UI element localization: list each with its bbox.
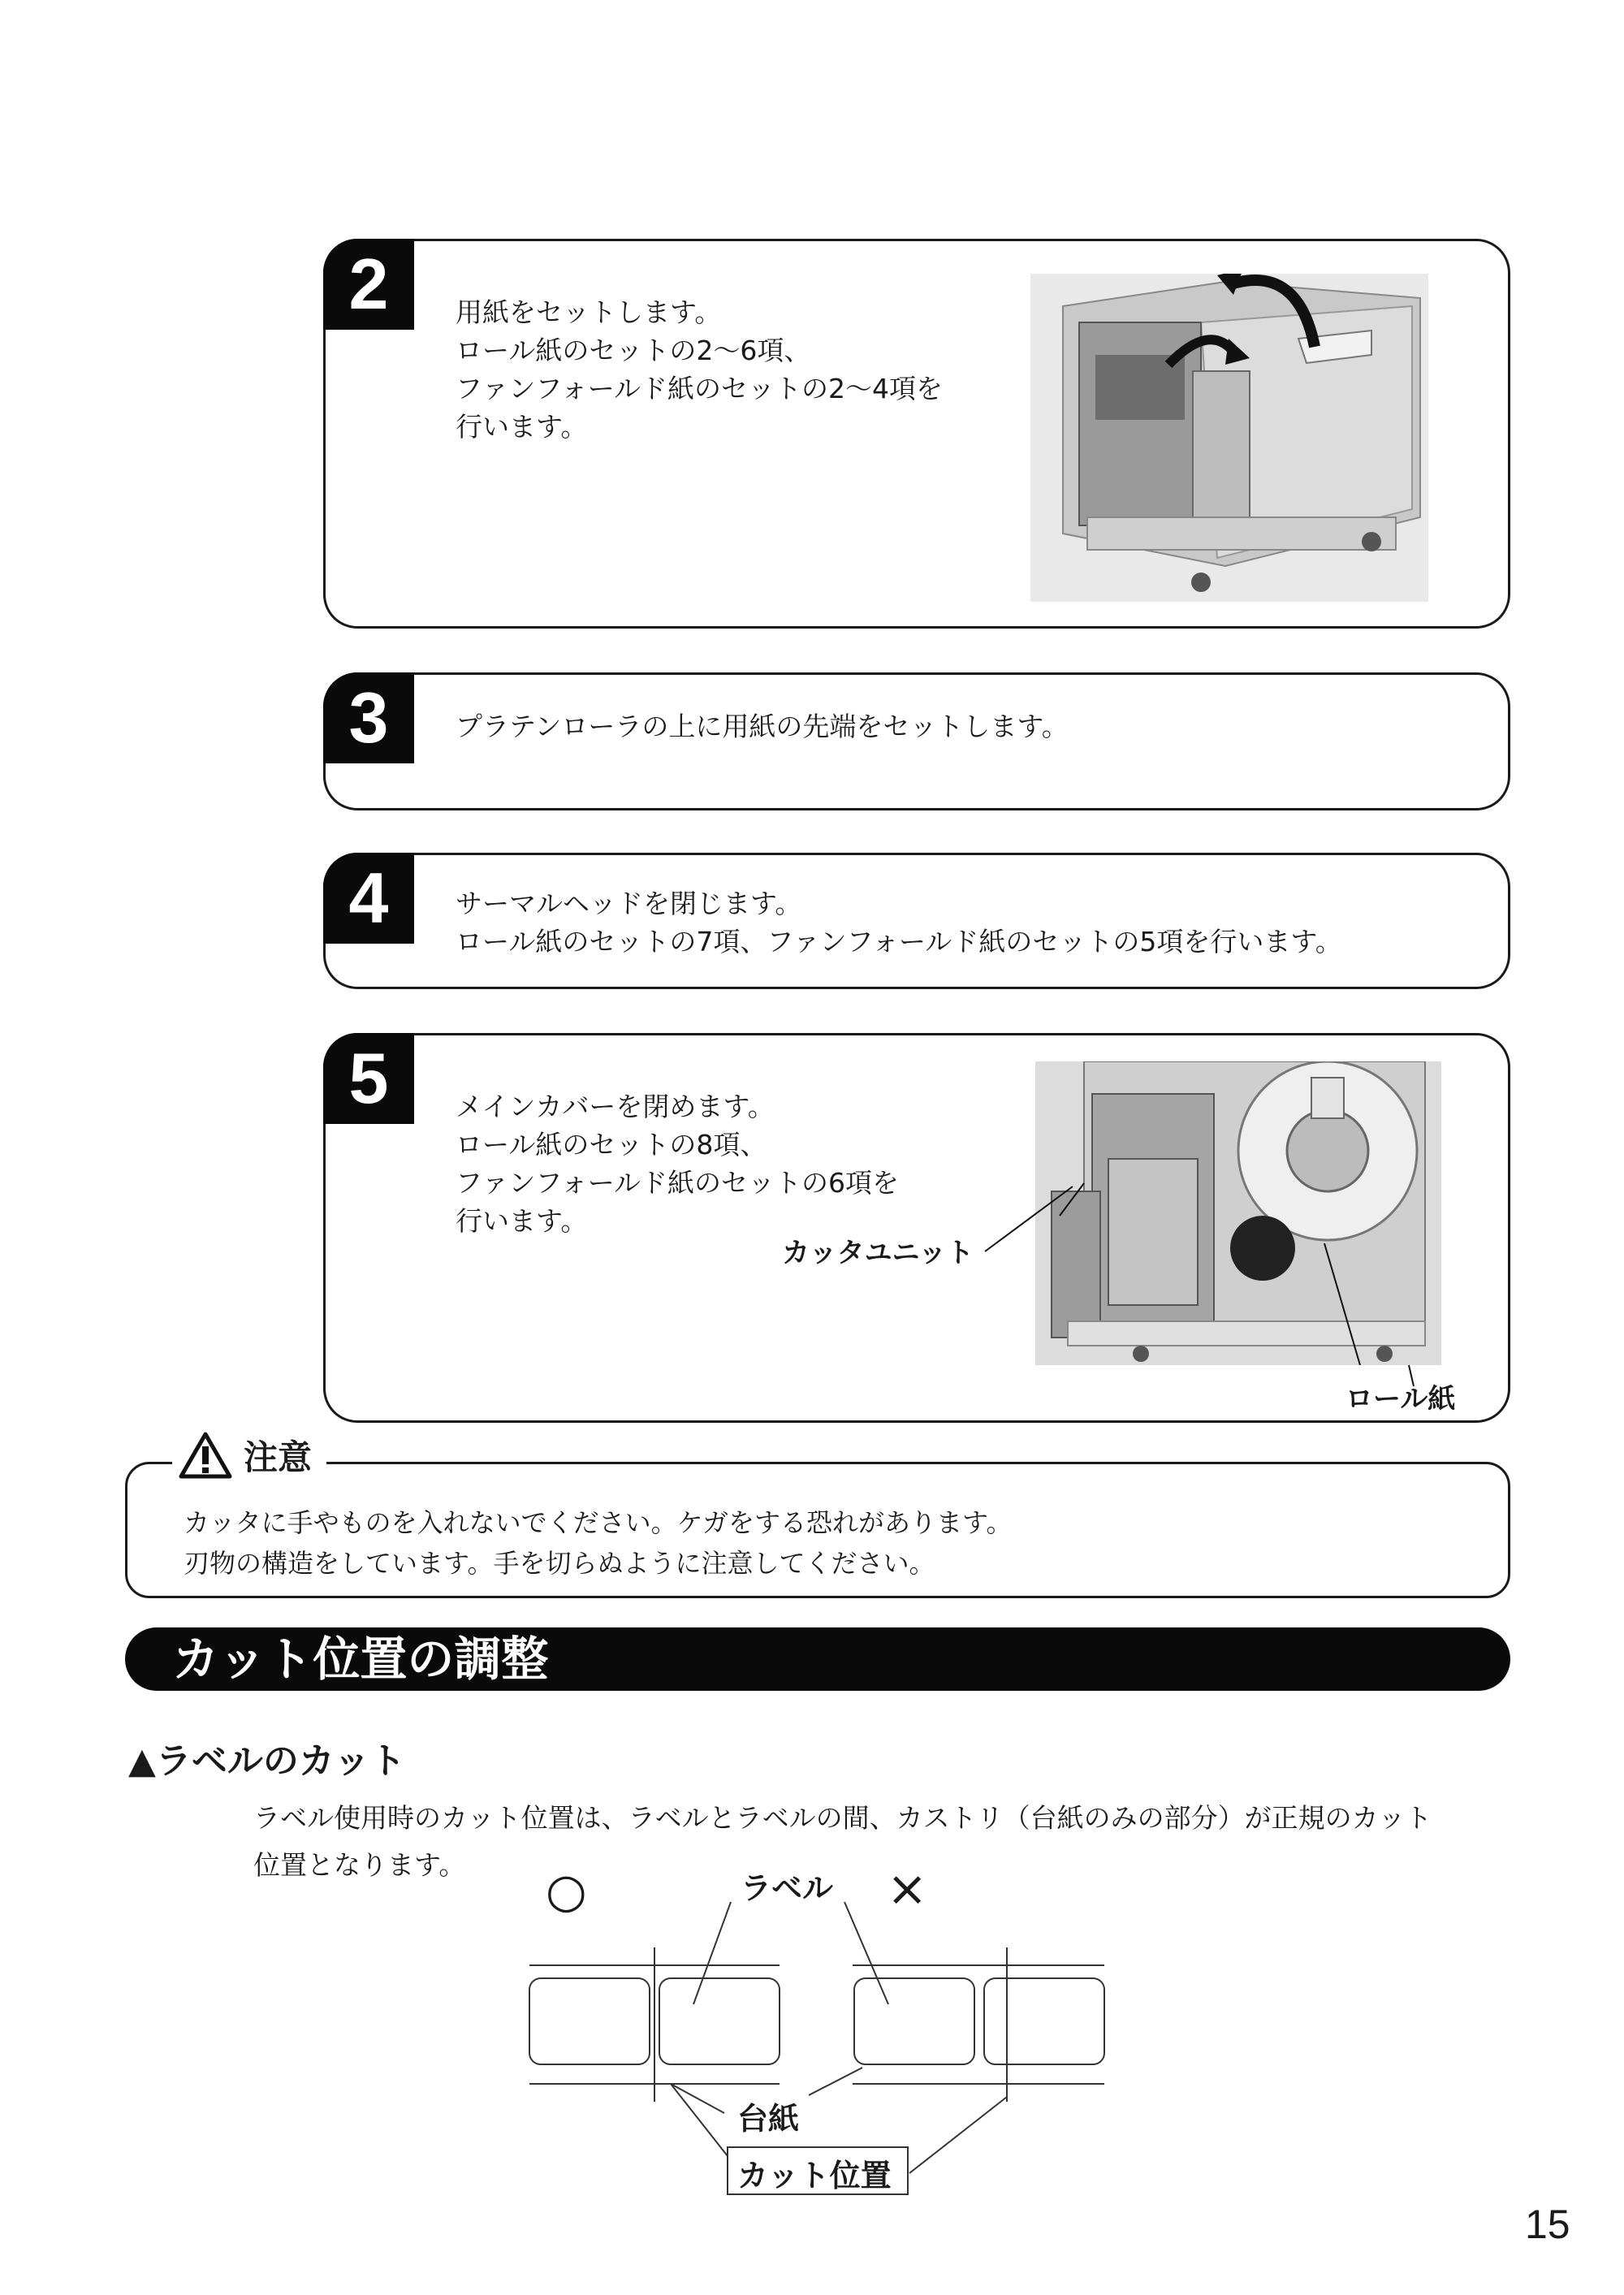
- backing-callout: 台紙: [737, 2101, 800, 2137]
- step-5-line: ロール紙のセットの8項、: [456, 1129, 767, 1160]
- caution-line: 刃物の構造をしています。手を切らぬように注意してください。: [184, 1548, 935, 1579]
- paragraph-line: ラベル使用時のカット位置は、ラベルとラベルの間、カストリ（台紙のみの部分）が正規のカット: [253, 1802, 1432, 1834]
- step-2-line: 行います。: [456, 411, 588, 443]
- step-4-line: ロール紙のセットの7項、ファンフォールド紙のセットの5項を行います。: [456, 926, 1342, 957]
- step-2-line: 用紙をセットします。: [456, 296, 722, 328]
- roll-paper-callout: ロール紙: [1345, 1383, 1456, 1415]
- step-3-line: プラテンローラの上に用紙の先端をセットします。: [456, 711, 1069, 742]
- caution-line: カッタに手やものを入れないでください。ケガをする恐れがあります。: [184, 1507, 1013, 1538]
- paragraph-line: 位置となります。: [253, 1849, 466, 1881]
- good-strip: [529, 1947, 780, 2102]
- good-mark: ○: [546, 1863, 587, 1918]
- bad-strip: [853, 1947, 1104, 2102]
- cut-position-callout: カット位置: [737, 2158, 892, 2193]
- label-piece: [854, 1978, 974, 2064]
- step-5-line: ファンフォールド紙のセットの6項を: [456, 1167, 900, 1199]
- step-4-line: サーマルヘッドを閉じます。: [456, 888, 802, 919]
- step-5-line: メインカバーを閉めます。: [456, 1091, 775, 1122]
- subsection-title: ▲ラベルのカット: [128, 1740, 406, 1782]
- step-number: 4: [323, 853, 414, 944]
- label-callout: ラベル: [741, 1870, 834, 1906]
- label-piece: [529, 1978, 650, 2064]
- step-number: 2: [323, 239, 414, 330]
- step-2-line: ファンフォールド紙のセットの2〜4項を: [456, 373, 944, 404]
- step-number: 3: [323, 672, 414, 763]
- cutter-unit-callout: カッタユニット: [782, 1237, 974, 1269]
- step-2-line: ロール紙のセットの2〜6項、: [456, 335, 811, 366]
- step-number: 5: [323, 1033, 414, 1124]
- caution-title: 注意: [244, 1437, 313, 1477]
- step-5-line: 行います。: [456, 1205, 588, 1237]
- label-piece: [659, 1978, 780, 2064]
- section-title: カット位置の調整: [172, 1632, 549, 1687]
- label-piece: [984, 1978, 1104, 2064]
- page-number: 15: [1525, 2202, 1570, 2247]
- bad-mark: ×: [887, 1861, 928, 1917]
